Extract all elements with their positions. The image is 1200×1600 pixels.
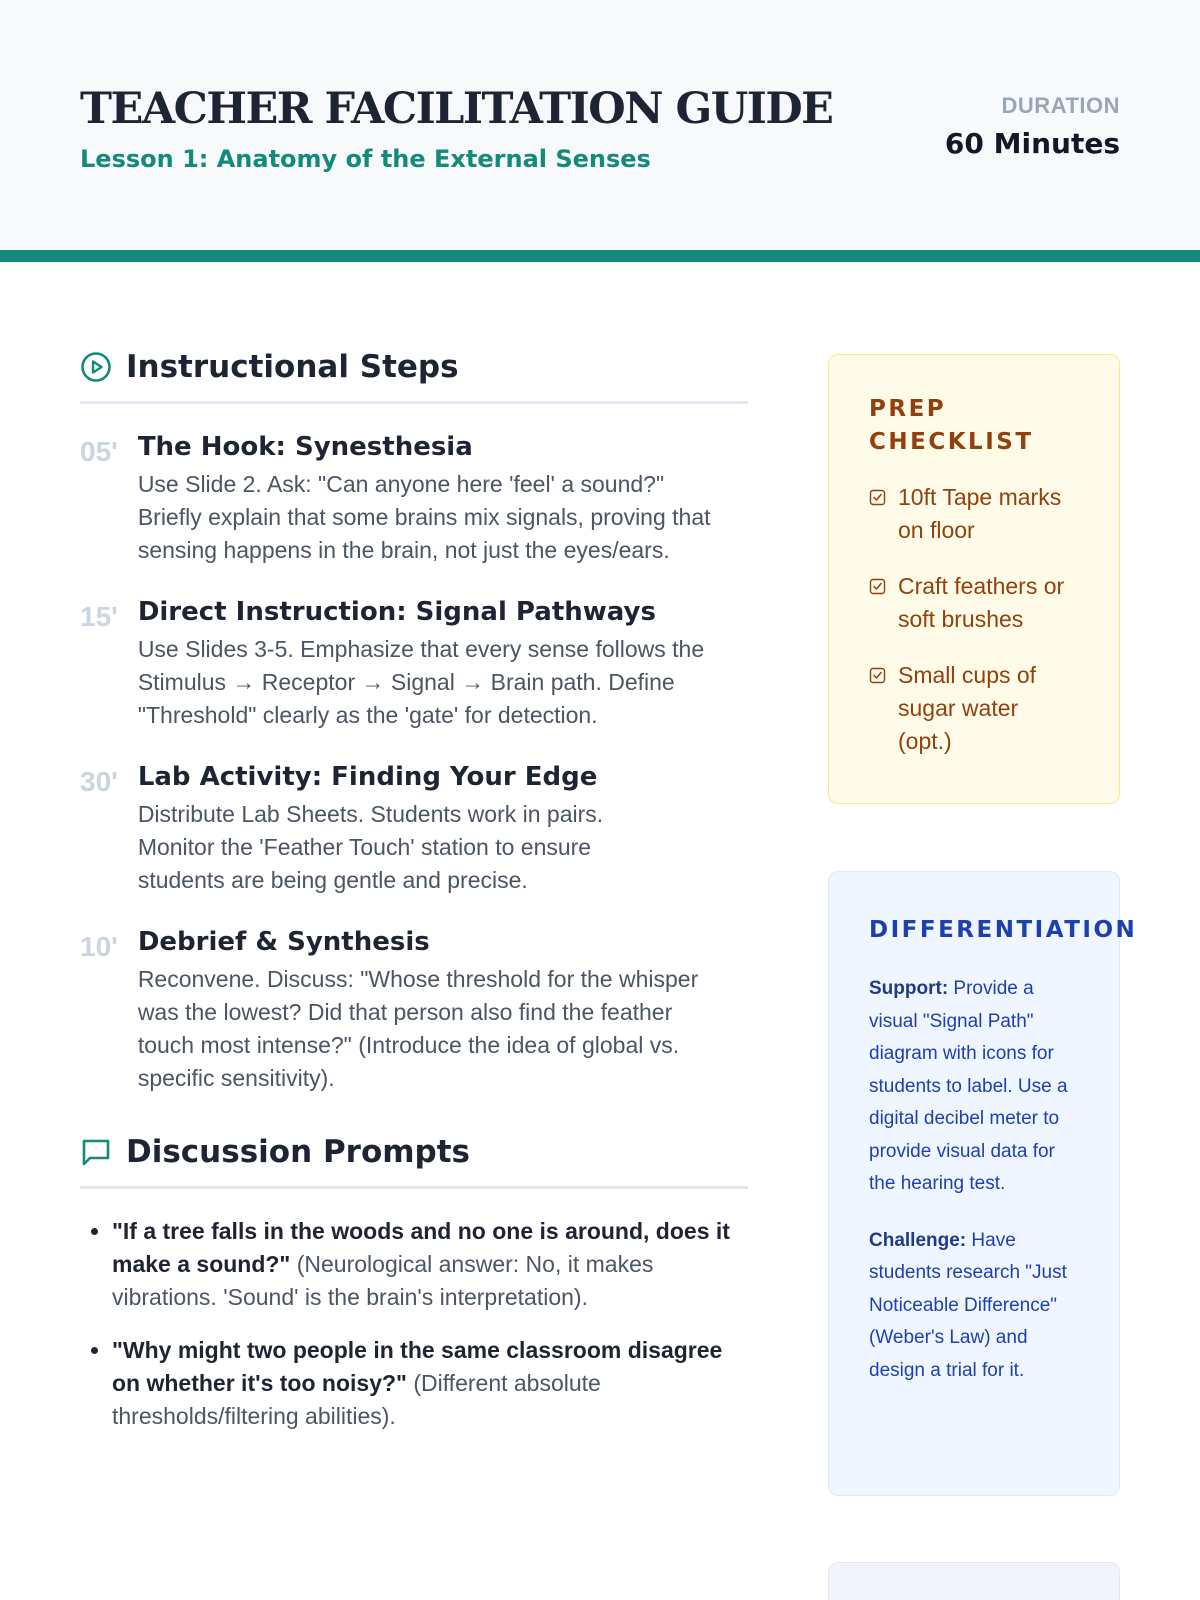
prep-checklist-card [828,354,1120,804]
step-title: Debrief & Synthesis [137,927,430,957]
checklist-item [869,659,1079,758]
page-header [0,0,1200,262]
checklist [869,481,1079,758]
support-paragraph [869,973,1119,1201]
challenge-paragraph [869,1225,1119,1388]
duration-block [945,93,1120,160]
prompt-item [112,1334,748,1433]
step-item [80,927,748,1095]
prompt-question: "If a tree falls in the woods and no one is around, does it make a sound?" [112,1218,730,1277]
support-text: Provide a visual "Signal Path" diagram with icons for students to label. Use a digital decibel meter to provide visual data for the hearing test. [869,978,1068,1194]
chat-bubble-icon [80,1136,112,1168]
step-title: The Hook: Synesthesia [137,432,473,462]
checklist-item-label: 10ft Tape marks on floor [898,484,1062,543]
step-time: 15' [80,601,118,632]
section-title: Discussion Prompts [126,1133,471,1170]
step-description: Reconvene. Discuss: "Whose threshold for the whisper was the lowest? Did that person also find the feather touch most intense?" (Introduce the idea of global vs. specific sensitivity). [137,966,699,1091]
step-time: 10' [80,931,118,962]
section-title: Instructional Steps [126,348,459,385]
differentiation-card [828,871,1138,1496]
step-item [80,597,748,732]
prep-checklist-title: PREP CHECKLIST [869,396,1034,455]
checklist-item [869,481,1079,547]
discussion-prompts-heading [80,1135,748,1189]
step-description: Use Slide 2. Ask: "Can anyone here 'feel' a sound?" Briefly explain that some brains mix signals, proving that sensing happens in the brain, not just the eyes/ears. [137,471,711,563]
step-item [80,762,748,897]
checklist-item-label: Craft feathers or soft brushes [898,573,1065,632]
step-time: 05' [80,436,118,467]
prompts-list [80,1215,748,1433]
prompt-note: (Neurological answer: No, it makes vibrations. 'Sound' is the brain's interpretation). [112,1251,654,1310]
step-title: Direct Instruction: Signal Pathways [137,597,656,627]
checkbox-checked-icon [869,578,886,595]
differentiation-title: DIFFERENTIATION [869,917,1138,943]
duration-value: 60 Minutes [944,127,1120,160]
checklist-item [869,570,1079,636]
lesson-subtitle: Lesson 1: Anatomy of the External Senses [80,145,651,173]
prompt-note: (Different absolute thresholds/filtering abilities). [112,1370,601,1429]
step-item [80,432,748,567]
step-description: Use Slides 3-5. Emphasize that every sense follows the Stimulus → Receptor → Signal → Brain path. Define "Threshold" clearly as the 'gate' for detection. [137,636,705,728]
challenge-label: Challenge: [869,1229,967,1251]
checkbox-checked-icon [869,667,886,684]
play-circle-icon [80,351,112,383]
prompt-question: "Why might two people in the same classroom disagree on whether it's too noisy?" [112,1337,723,1396]
steps-list [80,432,748,1095]
duration-label: DURATION [1001,93,1120,118]
support-label: Support: [869,978,949,999]
step-description: Distribute Lab Sheets. Students work in pairs. Monitor the 'Feather Touch' station to ensure students are being gentle and precise. [137,801,604,893]
challenge-text: Have students research "Just Noticeable Difference" (Weber's Law) and design a trial for it. [869,1229,1067,1381]
checklist-item-label: Small cups of sugar water (opt.) [898,662,1037,754]
next-card-partial [828,1562,1120,1600]
prompt-item [112,1215,748,1314]
step-time: 30' [80,766,118,797]
main-content [80,350,748,1453]
step-title: Lab Activity: Finding Your Edge [137,762,598,792]
checkbox-checked-icon [869,489,886,506]
instructional-steps-heading [80,350,748,404]
page-title: TEACHER FACILITATION GUIDE [80,84,833,134]
